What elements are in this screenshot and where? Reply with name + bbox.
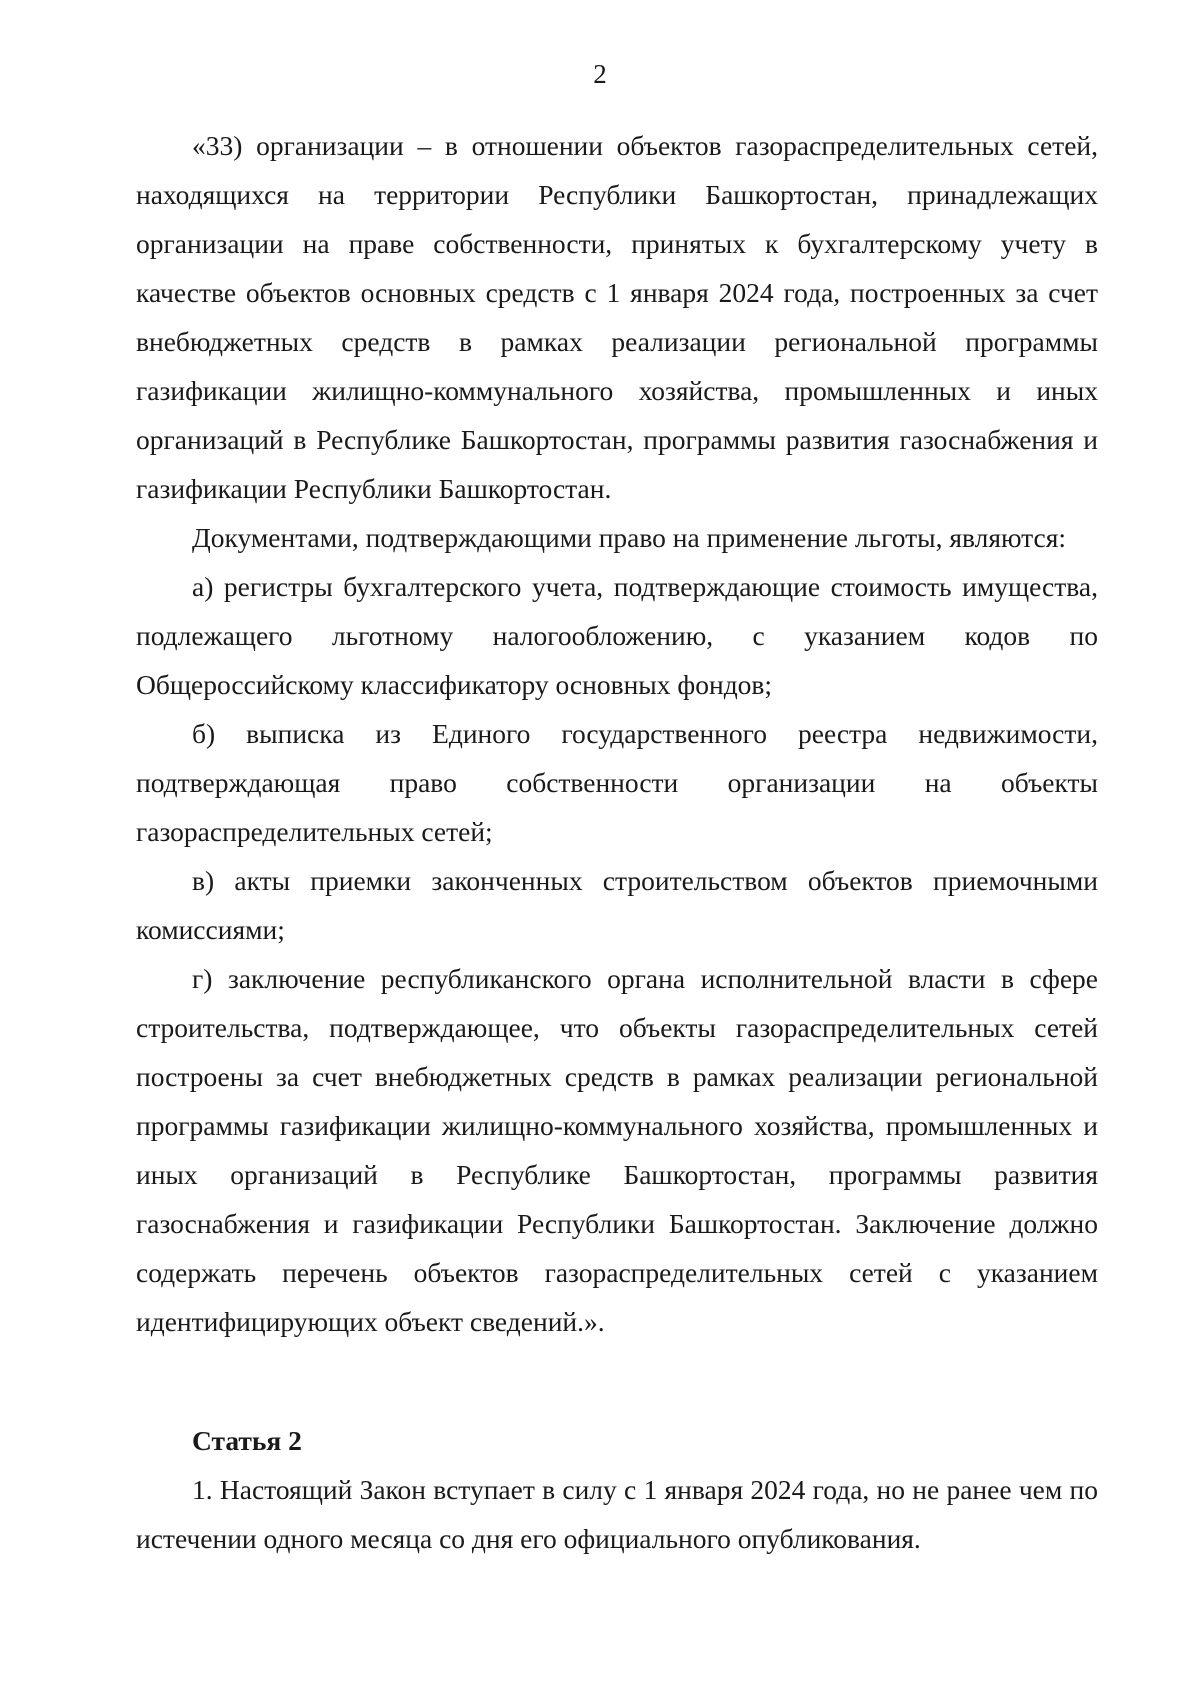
document-body xyxy=(136,121,1098,1563)
article-heading: Статья 2 xyxy=(192,1425,302,1456)
paragraph-subitem-b: б) выписка из Единого государственного реестра недвижимости, подтверждающая право собственности организации на объекты газораспределительных сетей; xyxy=(136,718,1098,847)
paragraph-subitem-g: г) заключение республиканского органа исполнительной власти в сфере строительства, подтверждающее, что объекты газораспределительных сетей построены за счет внебюджетных средств в рамках реализации региональной программы газификации жилищно-коммунального хозяйства, промышленных и иных организаций в Республике Башкортостан, программы развития газоснабжения и газификации Республики Башкортостан. Заключение должно содержать перечень объектов газораспределительных сетей с указанием идентифицирующих объект сведений.». xyxy=(136,963,1098,1337)
article-2-paragraph-1: 1. Настоящий Закон вступает в силу с 1 января 2024 года, но не ранее чем по истечении одного месяца со дня его официального опубликования. xyxy=(136,1474,1098,1554)
page-number: 2 xyxy=(593,59,607,89)
paragraph-subitem-v: в) акты приемки законченных строительством объектов приемочными комиссиями; xyxy=(136,865,1098,945)
paragraph-item-33: «33) организации – в отношении объектов газораспределительных сетей, находящихся на территории Республики Башкортостан, принадлежащих организации на праве собственности, принятых к бухгалтерскому учету в качестве объектов основных средств с 1 января 2024 года, построенных за счет внебюджетных средств в рамках реализации региональной программы газификации жилищно-коммунального хозяйства, промышленных и иных организаций в Республике Башкортостан, программы развития газоснабжения и газификации Республики Башкортостан. xyxy=(136,130,1098,504)
paragraph-subitem-a: а) регистры бухгалтерского учета, подтверждающие стоимость имущества, подлежащего льготному налогообложению, с указанием кодов по Общероссийскому классификатору основных фондов; xyxy=(136,571,1098,700)
paragraph-documents-intro: Документами, подтверждающими право на применение льготы, являются: xyxy=(192,522,1066,553)
